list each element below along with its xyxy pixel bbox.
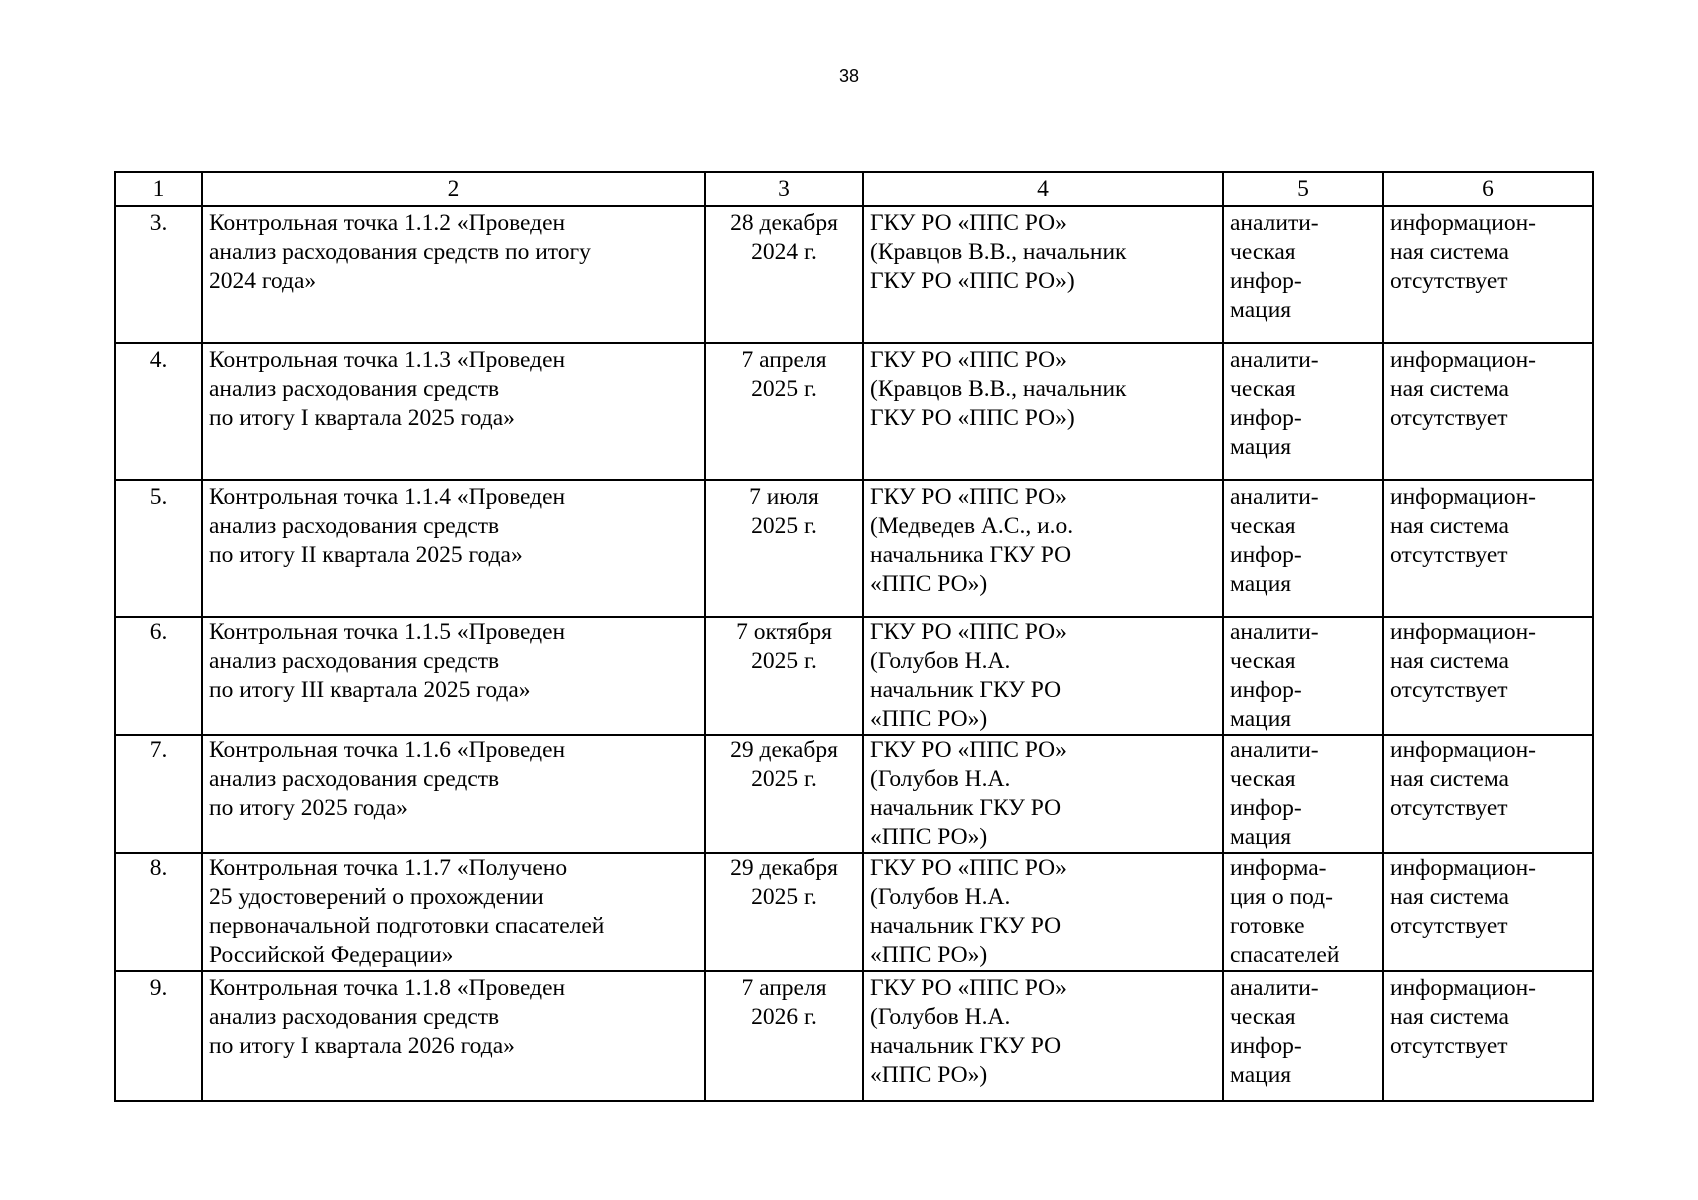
- information-system: [1383, 735, 1593, 853]
- text-line: отсутствует: [1390, 542, 1508, 568]
- text-line: (Кравцов В.В., начальник: [870, 376, 1127, 402]
- text-line: ГКУ РО «ППС РО»: [870, 737, 1067, 763]
- text-line: анализ расходования средств: [209, 648, 500, 674]
- control-point-name: [202, 343, 705, 480]
- text-line: (Кравцов В.В., начальник: [870, 239, 1127, 265]
- text-line: «ППС РО»): [870, 706, 988, 732]
- text-line: ГКУ РО «ППС РО»: [870, 347, 1067, 373]
- text-line: 25 удостоверений о прохождении: [209, 884, 544, 910]
- row-number: 4.: [115, 343, 202, 480]
- control-point-name: [202, 971, 705, 1101]
- text-line: аналити-: [1230, 347, 1319, 373]
- text-line: инфор-: [1230, 268, 1302, 294]
- text-line: отсутствует: [1390, 677, 1508, 703]
- responsible-executor: [863, 480, 1223, 617]
- text-line: инфор-: [1230, 677, 1302, 703]
- text-line: «ППС РО»): [870, 1062, 988, 1088]
- deadline-date: [705, 853, 863, 971]
- text-line: (Голубов Н.А.: [870, 1004, 1011, 1030]
- document-type: [1223, 971, 1383, 1101]
- column-header: 4: [863, 172, 1223, 206]
- text-line: ческая: [1230, 513, 1296, 539]
- text-line: 29 декабря: [730, 855, 838, 881]
- text-line: информа-: [1230, 855, 1327, 881]
- text-line: отсутствует: [1390, 913, 1508, 939]
- text-line: начальник ГКУ РО: [870, 795, 1062, 821]
- row-number: 7.: [115, 735, 202, 853]
- text-line: 2024 г.: [751, 239, 817, 265]
- text-line: ГКУ РО «ППС РО»: [870, 619, 1067, 645]
- deadline-date: [705, 343, 863, 480]
- text-line: 28 декабря: [730, 210, 838, 236]
- text-line: анализ расходования средств: [209, 1004, 500, 1030]
- text-line: аналити-: [1230, 210, 1319, 236]
- information-system: [1383, 617, 1593, 735]
- deadline-date: [705, 617, 863, 735]
- table-row: [115, 617, 1593, 735]
- text-line: ная система: [1390, 648, 1509, 674]
- text-line: 2025 г.: [751, 766, 817, 792]
- control-point-name: [202, 853, 705, 971]
- text-line: ная система: [1390, 1004, 1509, 1030]
- text-line: информацион-: [1390, 855, 1536, 881]
- text-line: ная система: [1390, 884, 1509, 910]
- document-type: [1223, 617, 1383, 735]
- text-line: ГКУ РО «ППС РО»: [870, 210, 1067, 236]
- text-line: ция о под-: [1230, 884, 1333, 910]
- text-line: анализ расходования средств по итогу: [209, 239, 591, 265]
- text-line: Контрольная точка 1.1.4 «Проведен: [209, 484, 566, 510]
- information-system: [1383, 480, 1593, 617]
- text-line: 7 октября: [736, 619, 832, 645]
- control-point-name: [202, 617, 705, 735]
- column-header: 5: [1223, 172, 1383, 206]
- text-line: анализ расходования средств: [209, 513, 500, 539]
- text-line: отсутствует: [1390, 268, 1508, 294]
- document-type: [1223, 480, 1383, 617]
- row-number: 9.: [115, 971, 202, 1101]
- text-line: 2025 г.: [751, 648, 817, 674]
- text-line: 29 декабря: [730, 737, 838, 763]
- row-number: 5.: [115, 480, 202, 617]
- text-line: Контрольная точка 1.1.7 «Получено: [209, 855, 568, 881]
- text-line: 7 апреля: [741, 347, 827, 373]
- text-line: ная система: [1390, 376, 1509, 402]
- column-header: 3: [705, 172, 863, 206]
- text-line: аналити-: [1230, 975, 1319, 1001]
- text-line: отсутствует: [1390, 1033, 1508, 1059]
- text-line: начальник ГКУ РО: [870, 677, 1062, 703]
- text-line: 7 июля: [749, 484, 819, 510]
- table-row: [115, 480, 1593, 617]
- text-line: мация: [1230, 297, 1292, 323]
- information-system: [1383, 206, 1593, 343]
- information-system: [1383, 853, 1593, 971]
- text-line: Контрольная точка 1.1.6 «Проведен: [209, 737, 566, 763]
- text-line: Контрольная точка 1.1.3 «Проведен: [209, 347, 566, 373]
- text-line: Контрольная точка 1.1.8 «Проведен: [209, 975, 566, 1001]
- text-line: 2025 г.: [751, 884, 817, 910]
- text-line: (Голубов Н.А.: [870, 648, 1011, 674]
- text-line: 2025 г.: [751, 513, 817, 539]
- document-type: [1223, 343, 1383, 480]
- text-line: начальника ГКУ РО: [870, 542, 1072, 568]
- deadline-date: [705, 735, 863, 853]
- text-line: мация: [1230, 571, 1292, 597]
- column-header: 6: [1383, 172, 1593, 206]
- text-line: ГКУ РО «ППС РО»): [870, 268, 1075, 294]
- text-line: инфор-: [1230, 795, 1302, 821]
- text-line: «ППС РО»): [870, 571, 988, 597]
- control-point-name: [202, 480, 705, 617]
- text-line: анализ расходования средств: [209, 766, 500, 792]
- text-line: (Голубов Н.А.: [870, 884, 1011, 910]
- document-type: [1223, 735, 1383, 853]
- text-line: аналити-: [1230, 484, 1319, 510]
- responsible-executor: [863, 735, 1223, 853]
- text-line: готовке: [1230, 913, 1305, 939]
- text-line: ческая: [1230, 648, 1296, 674]
- column-header: 1: [115, 172, 202, 206]
- text-line: информацион-: [1390, 347, 1536, 373]
- text-line: первоначальной подготовки спасателей: [209, 913, 605, 939]
- text-line: ГКУ РО «ППС РО»: [870, 855, 1067, 881]
- text-line: ная система: [1390, 766, 1509, 792]
- text-line: ная система: [1390, 239, 1509, 265]
- text-line: ческая: [1230, 1004, 1296, 1030]
- row-number: 6.: [115, 617, 202, 735]
- text-line: начальник ГКУ РО: [870, 1033, 1062, 1059]
- text-line: спасателей: [1230, 942, 1340, 968]
- text-line: 2025 г.: [751, 376, 817, 402]
- text-line: информацион-: [1390, 737, 1536, 763]
- text-line: отсутствует: [1390, 795, 1508, 821]
- text-line: Российской Федерации»: [209, 942, 454, 968]
- text-line: ческая: [1230, 239, 1296, 265]
- text-line: инфор-: [1230, 1033, 1302, 1059]
- text-line: ГКУ РО «ППС РО»: [870, 484, 1067, 510]
- text-line: по итогу 2025 года»: [209, 795, 408, 821]
- text-line: отсутствует: [1390, 405, 1508, 431]
- text-line: Контрольная точка 1.1.5 «Проведен: [209, 619, 566, 645]
- table-row: [115, 971, 1593, 1101]
- text-line: инфор-: [1230, 405, 1302, 431]
- text-line: по итогу I квартала 2026 года»: [209, 1033, 515, 1059]
- text-line: «ППС РО»): [870, 824, 988, 850]
- text-line: начальник ГКУ РО: [870, 913, 1062, 939]
- control-point-name: [202, 206, 705, 343]
- text-line: информацион-: [1390, 210, 1536, 236]
- text-line: ГКУ РО «ППС РО»: [870, 975, 1067, 1001]
- table-row: [115, 206, 1593, 343]
- text-line: ческая: [1230, 766, 1296, 792]
- text-line: информацион-: [1390, 484, 1536, 510]
- deadline-date: [705, 206, 863, 343]
- text-line: ческая: [1230, 376, 1296, 402]
- text-line: (Медведев А.С., и.о.: [870, 513, 1074, 539]
- table-row: [115, 735, 1593, 853]
- text-line: 7 апреля: [741, 975, 827, 1001]
- table-row: [115, 853, 1593, 971]
- information-system: [1383, 971, 1593, 1101]
- deadline-date: [705, 971, 863, 1101]
- information-system: [1383, 343, 1593, 480]
- text-line: (Голубов Н.А.: [870, 766, 1011, 792]
- responsible-executor: [863, 206, 1223, 343]
- control-points-table: [114, 171, 1594, 1102]
- text-line: по итогу III квартала 2025 года»: [209, 677, 531, 703]
- row-number: 3.: [115, 206, 202, 343]
- deadline-date: [705, 480, 863, 617]
- responsible-executor: [863, 971, 1223, 1101]
- column-header: 2: [202, 172, 705, 206]
- page-number: 38: [838, 66, 860, 86]
- text-line: мация: [1230, 706, 1292, 732]
- text-line: Контрольная точка 1.1.2 «Проведен: [209, 210, 566, 236]
- text-line: по итогу II квартала 2025 года»: [209, 542, 523, 568]
- document-type: [1223, 206, 1383, 343]
- text-line: мация: [1230, 824, 1292, 850]
- text-line: информацион-: [1390, 975, 1536, 1001]
- text-line: аналити-: [1230, 619, 1319, 645]
- row-number: 8.: [115, 853, 202, 971]
- text-line: 2024 года»: [209, 268, 317, 294]
- text-line: по итогу I квартала 2025 года»: [209, 405, 515, 431]
- control-point-name: [202, 735, 705, 853]
- text-line: ная система: [1390, 513, 1509, 539]
- text-line: ГКУ РО «ППС РО»): [870, 405, 1075, 431]
- text-line: «ППС РО»): [870, 942, 988, 968]
- text-line: мация: [1230, 1062, 1292, 1088]
- text-line: инфор-: [1230, 542, 1302, 568]
- text-line: анализ расходования средств: [209, 376, 500, 402]
- responsible-executor: [863, 617, 1223, 735]
- table-header-row: [115, 172, 1593, 206]
- document-type: [1223, 853, 1383, 971]
- responsible-executor: [863, 343, 1223, 480]
- responsible-executor: [863, 853, 1223, 971]
- table-row: [115, 343, 1593, 480]
- text-line: 2026 г.: [751, 1004, 817, 1030]
- text-line: информацион-: [1390, 619, 1536, 645]
- text-line: мация: [1230, 434, 1292, 460]
- text-line: аналити-: [1230, 737, 1319, 763]
